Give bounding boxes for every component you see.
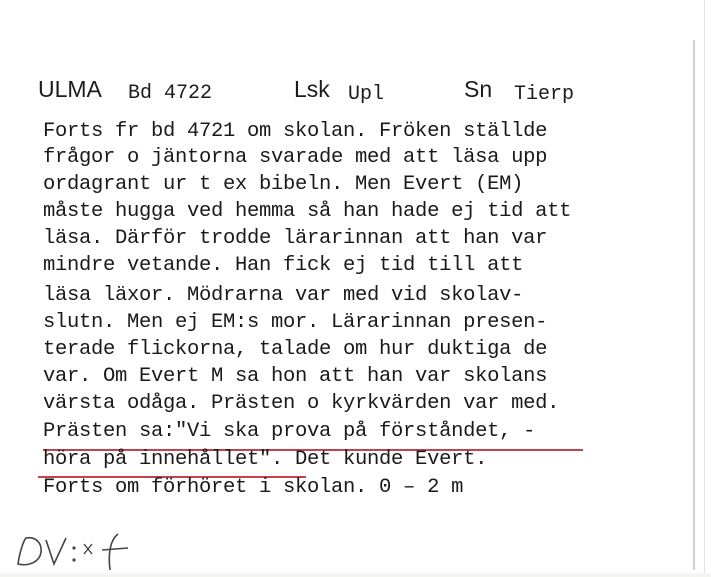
body-line: ordagrant ur t ex bibeln. Men Evert (EM): [43, 173, 524, 196]
lsk-value: Upl: [348, 83, 385, 106]
body-line: måste hugga ved hemma så han hade ej tid att: [43, 200, 572, 223]
sn-value: Tierp: [514, 83, 575, 106]
body-line: slutn. Men ej EM:s mor. Lärarinnan presen-: [43, 311, 548, 334]
signature-drawing: [10, 530, 160, 572]
body-line: frågor o jäntorna svarade med att läsa upp: [43, 146, 548, 169]
body-line: terade flickorna, talade om hur duktiga de: [43, 338, 548, 361]
body-line: läsa läxor. Mödrarna var med vid skolav-: [43, 284, 524, 307]
body-line: läsa. Därför trodde lärarinnan att han var: [43, 227, 548, 250]
body-line: var. Om Evert M sa hon att han var skolans: [43, 365, 548, 388]
archive-code: ULMA: [38, 76, 102, 102]
body-line: mindre vetande. Han fick ej tid till att: [43, 254, 524, 277]
lsk-label: Lsk: [294, 76, 330, 102]
sn-label: Sn: [464, 76, 493, 102]
volume-number: Bd 4722: [128, 82, 213, 105]
card-edge: [693, 40, 695, 570]
body-line: höra på innehållet". Det kunde Evert.: [43, 448, 488, 471]
body-line: Forts om förhöret i skolan. 0 – 2 m: [43, 476, 464, 499]
body-line: Prästen sa:"Vi ska prova på förståndet, -: [43, 420, 536, 443]
handwritten-signature: [10, 530, 160, 572]
card-header: [0, 74, 711, 114]
body-line: värsta odåga. Prästen o kyrkvärden var med.: [43, 392, 560, 415]
body-line: Forts fr bd 4721 om skolan. Fröken ställde: [43, 120, 548, 143]
